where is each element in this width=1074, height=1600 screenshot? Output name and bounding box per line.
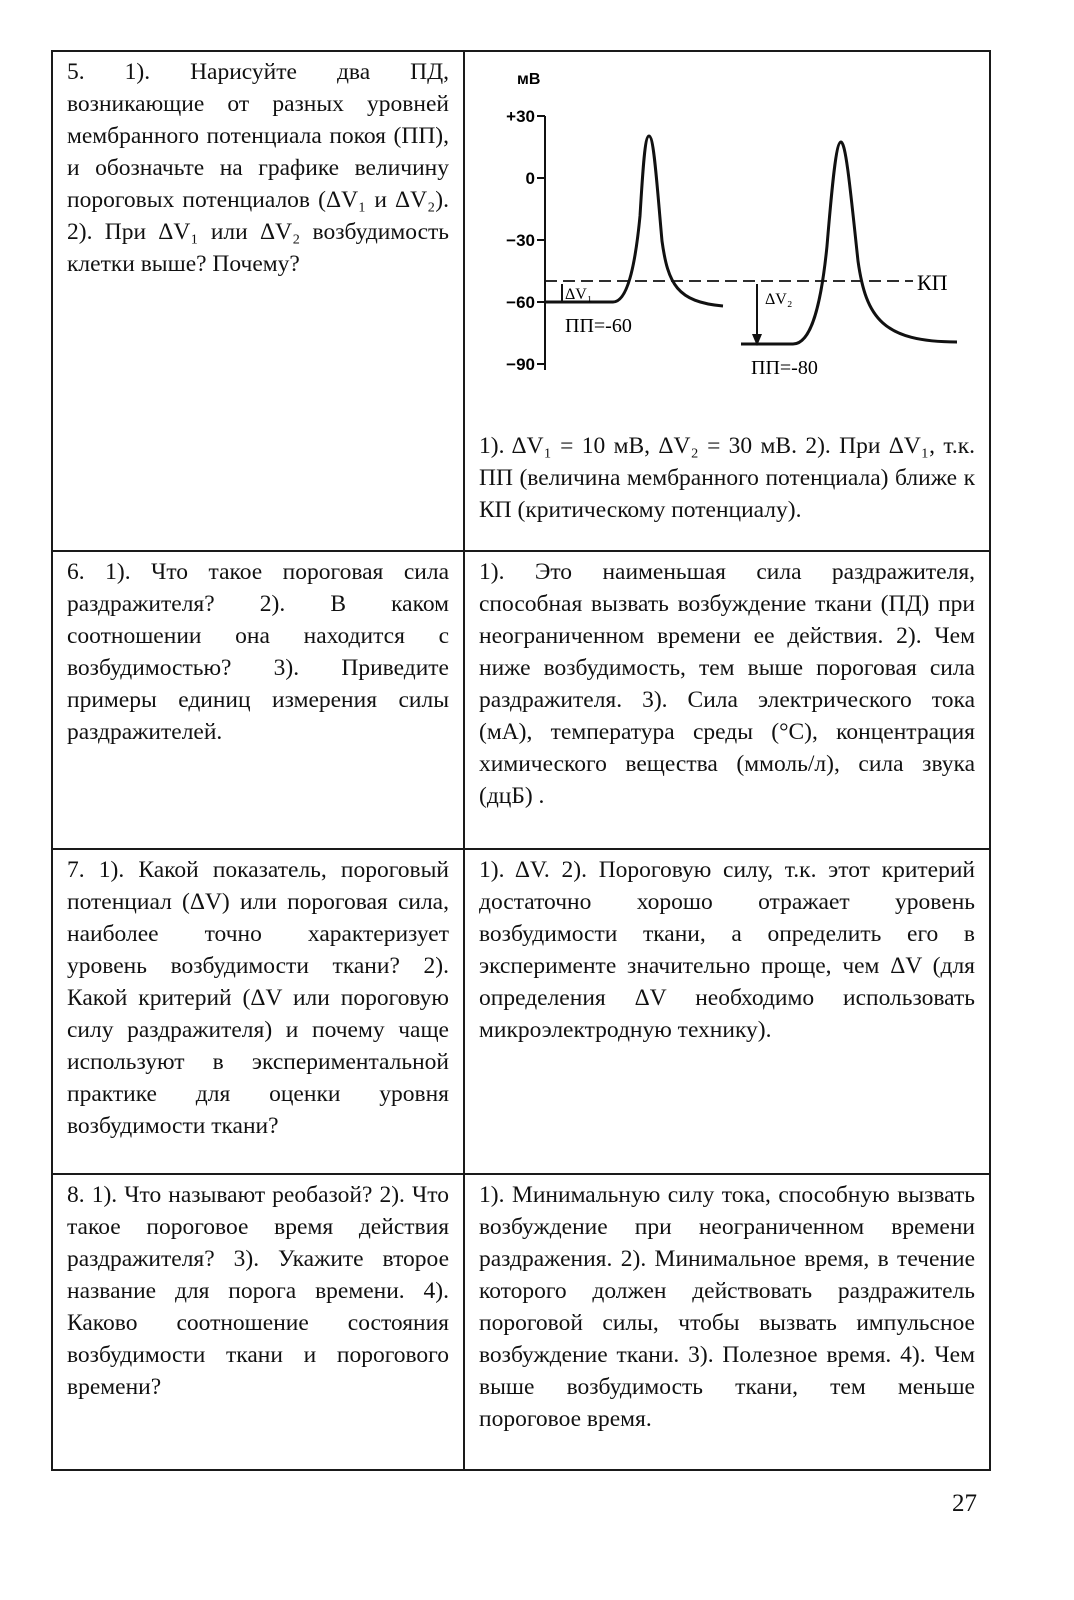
answer-cell	[464, 51, 990, 551]
y-unit-label: мВ	[517, 71, 541, 88]
tick-label: −30	[506, 231, 535, 250]
tick-label: −90	[506, 355, 535, 374]
dv2-label: ΔV₂	[765, 291, 793, 308]
page-number: 27	[952, 1490, 977, 1517]
question-cell: 6. 1). Что такое пороговая сила раздражителя? 2). В каком соотношении она находится с возбудимостью? 3). Приведите примеры единиц измерения силы раздражителей.	[52, 551, 464, 849]
kp-label: КП	[917, 270, 948, 295]
question-cell: 7. 1). Какой показатель, пороговый потенциал (ΔV) или пороговая сила, наиболее точно характеризует уровень возбудимости ткани? 2). Какой критерий (ΔV или пороговую силу раздражителя) и почему чаще используют в экспериментальной практике для оценки уровня возбудимости ткани?	[52, 849, 464, 1174]
tick-label: +30	[506, 107, 535, 126]
pp2-label: ПП=-80	[751, 357, 818, 379]
question-cell: 8. 1). Что называют реобазой? 2). Что такое пороговое время действия раздражителя? 3). Укажите второе название для порога времени. 4). Каково соотношение состояния возбудимости ткани и порогового времени?	[52, 1174, 464, 1470]
table-row	[52, 51, 990, 551]
tick-label: 0	[525, 169, 535, 188]
dv1-label: ΔV₁	[565, 286, 593, 303]
answer-cell: 1). Минимальную силу тока, способную вызвать возбуждение при неограниченном времени раздражения. 2). Минимальное время, в течение которого должен действовать раздражитель пороговой силы, чтобы вызвать импульсное возбуждение ткани. 3). Полезное время. 4). Чем выше возбудимость ткани, тем меньше пороговое время.	[464, 1174, 990, 1470]
action-potential-graph	[465, 56, 961, 416]
question-cell: 5. 1). Нарисуйте два ПД, возникающие от разных уровней мембранного потенциала покоя (ПП), и обозначьте на графике величину пороговых потенциалов (ΔV₁ и ΔV₂). 2). При ΔV₁ или ΔV₂ возбудимость клетки выше? Почему?	[52, 51, 464, 551]
table-row	[52, 551, 990, 849]
tick-label: −60	[506, 293, 535, 312]
pp1-label: ПП=-60	[565, 315, 632, 337]
qa-table	[51, 50, 991, 1471]
table-row	[52, 1174, 990, 1470]
answer-cell: 1). ΔV. 2). Пороговую силу, т.к. этот критерий достаточно хорошо отражает уровень возбудимости ткани, а определить его в эксперименте значительно проще, чем ΔV (для определения ΔV необходимо использовать микроэлектродную технику).	[464, 849, 990, 1174]
action-potential-curve-2	[741, 142, 957, 344]
table-row	[52, 849, 990, 1174]
answer-cell: 1). Это наименьшая сила раздражителя, способная вызвать возбуждение ткани (ПД) при неограниченном времени ее действия. 2). Чем ниже возбудимость, тем выше пороговая сила раздражителя. 3). Сила электрического тока (мА), температура среды (°С), концентрация химического вещества (ммоль/л), сила звука (дцБ) .	[464, 551, 990, 849]
answer-text: 1). ΔV₁ = 10 мВ, ΔV₂ = 30 мВ. 2). При ΔV₁, т.к. ПП (величина мембранного потенциала) ближе к КП (критическому потенциалу).	[479, 433, 975, 523]
